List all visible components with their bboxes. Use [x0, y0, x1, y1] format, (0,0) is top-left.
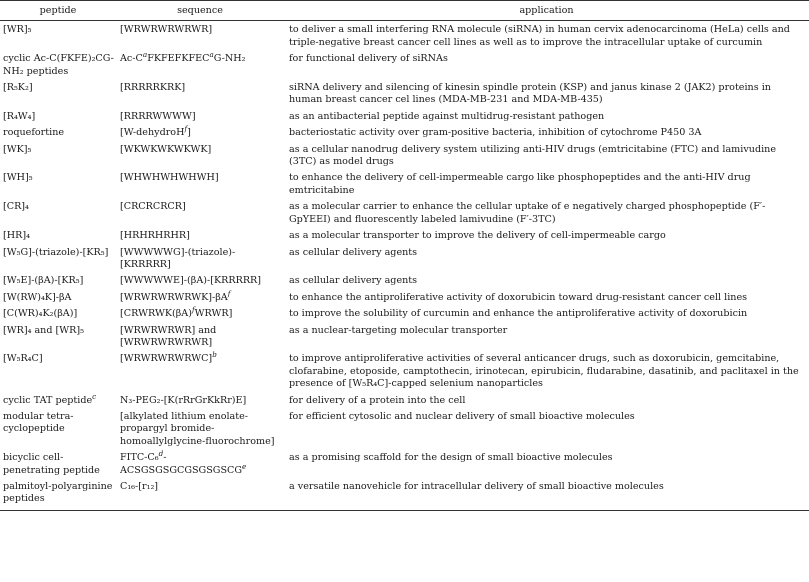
peptide-cell: [WR]₄ and [WR]₅ — [3, 324, 84, 336]
application-cell: for efficient cytosolic and nuclear delivery of small bioactive molecules — [289, 410, 635, 422]
table-row — [0, 411, 809, 452]
table-row — [0, 172, 809, 201]
peptide-cell: palmitoyl-polyarginine peptides — [0, 481, 116, 510]
table-row — [0, 308, 809, 324]
footnote-marker: f — [227, 288, 231, 298]
application-cell: as cellular delivery agents — [289, 275, 418, 287]
application-cell: for delivery of a protein into the cell — [289, 394, 466, 406]
footnote-marker: d — [158, 449, 164, 458]
sequence-cell: [WWWWWG]-(triazole)-[KRRRRR] — [120, 246, 236, 270]
application-cell: as a nuclear-targeting molecular transporter — [289, 324, 508, 336]
application-cell: a versatile nanovehicle for intracellular delivery of small bioactive molecules — [284, 481, 809, 510]
table-row — [0, 353, 809, 394]
footnote-marker: a — [209, 50, 214, 60]
application-cell: to enhance the delivery of cell-impermeable cargo like phosphopeptides and the anti-HIV drug emtricitabine — [289, 172, 751, 196]
peptide-cell: [WR]₅ — [3, 24, 32, 36]
application-cell: for functional delivery of siRNAs — [289, 53, 448, 65]
footnote-marker: c — [92, 391, 97, 401]
application-cell: to deliver a small interfering RNA molecule (siRNA) in human cervix adenocarcinoma (HeLa) cells and triple-negative breast cancer cell lines as well as to improve the intracellular uptake of curcumin — [289, 24, 790, 48]
sequence-cell: $[WRWRWRWRWK]-\beta A^f$ — [120, 288, 231, 303]
application-cell: as an antibacterial peptide against multidrug-resistant pathogen — [289, 110, 605, 122]
table-row — [0, 201, 809, 230]
header-row — [0, 1, 809, 21]
peptide-cell: [WH]₅ — [3, 172, 33, 184]
peptide-cell: roquefortine — [3, 127, 65, 139]
header-peptide: peptide — [0, 1, 116, 21]
peptide-cell: [R₄W₄] — [3, 110, 36, 122]
table-row — [0, 395, 809, 411]
sequence-cell: [WKWKWKWKWK] — [120, 143, 212, 155]
sequence-cell: [WWWWWE]-(βA)-[KRRRRR] — [120, 275, 262, 287]
application-cell: as a molecular carrier to enhance the cellular uptake of e negatively charged phosphopeptide (F′-GpYEEI) and fluorescently labeled lamivudine (F′-3TC) — [289, 201, 766, 225]
sequence-cell: [WRWRWRWRWC]$^b$ — [120, 350, 217, 365]
sequence-cell: [alkylated lithium enolate-propargyl bromide-homoallylglycine-fluorochrome] — [120, 410, 275, 447]
sequence-cell: $[CRWRWK(\beta A)^fWRWR]$ — [120, 304, 233, 320]
application-cell: as cellular delivery agents — [289, 246, 418, 258]
sequence-cell: FITC-C₆$^d$-ACSGSGSGCGSGSGSCG$^e$ — [120, 449, 247, 476]
peptide-cell: [W₅E]-(βA)-[KR₅] — [3, 275, 84, 287]
table-row — [0, 247, 809, 276]
application-cell: as a promising scaffold for the design of small bioactive molecules — [289, 452, 613, 464]
table-row — [0, 144, 809, 173]
peptide-cell: cyclic Ac-C(FKFE)₂CG-NH₂ peptides — [3, 53, 114, 77]
sequence-cell: [WRWRWRWRWR] — [120, 24, 213, 36]
table-row — [0, 325, 809, 354]
sequence-cell: $Ac-C^aFKFEFKFEC^aG$-NH₂ — [120, 50, 246, 65]
peptide-cell: cyclic TAT peptide$^c$ — [3, 391, 97, 406]
table-row — [0, 21, 809, 53]
footnote-marker: a — [142, 50, 148, 60]
table-row — [0, 127, 809, 143]
footnote-marker: e — [242, 461, 247, 471]
table-row — [0, 111, 809, 127]
footnote-marker: f — [184, 124, 188, 134]
table-header — [0, 1, 809, 21]
table-row — [0, 82, 809, 111]
peptide-cell: [R₅K₂] — [3, 82, 33, 94]
sequence-cell: [W-dehydroH$^f$] — [120, 124, 191, 139]
peptide-cell: modular tetra-cyclopeptide — [3, 410, 74, 435]
table-row — [0, 481, 809, 510]
header-sequence: sequence — [116, 1, 284, 21]
table-row — [0, 452, 809, 481]
peptide-cell: [HR]₄ — [3, 230, 30, 242]
peptide-cell: [W(RW)₄K]-βA — [3, 291, 72, 303]
peptide-cell: bicyclic cell-penetrating peptide — [3, 452, 100, 476]
sequence-cell: [RRRRWWWW] — [120, 110, 196, 122]
sequence-cell: C₁₆-[r₁₂] — [116, 481, 284, 510]
application-cell: to improve antiproliferative activities of several anticancer drugs, such as doxorubicin, gemcitabine, clofarabine, etoposide, camptothecin, irinotecan, epirubicin, fludarabine, dasatinib, and paclitaxel in the presence of [W₅R₄C]-capped selenium nanoparticles — [289, 353, 799, 390]
footnote-marker: f — [191, 304, 195, 314]
peptide-cell: [WK]₅ — [3, 143, 32, 155]
application-cell: as a cellular nanodrug delivery system utilizing anti-HIV drugs (emtricitabine (FTC) and lamivudine (3TC) as model drugs — [289, 143, 777, 168]
table-row — [0, 275, 809, 291]
peptide-cell: [W₅R₄C] — [3, 353, 43, 365]
sequence-cell: N₃-PEG₂-[K(rRrGrKkRr)E] — [120, 394, 247, 406]
peptide-cell: [C(WR)₄K₂(βA)] — [3, 308, 78, 320]
application-cell: as a molecular transporter to improve the delivery of cell-impermeable cargo — [289, 230, 666, 242]
application-cell: siRNA delivery and silencing of kinesin spindle protein (KSP) and janus kinase 2 (JAK2) proteins in human breast cancer cel lines (MDA-MB-231 and MDA-MB-435) — [289, 82, 771, 106]
application-cell: bacteriostatic activity over gram-positive bacteria, inhibition of cytochrome P450 3A — [289, 127, 702, 139]
header-application: application — [284, 1, 809, 21]
sequence-cell: [HRHRHRHR] — [120, 230, 190, 242]
sequence-cell: [WRWRWRWR] and [WRWRWRWRWR] — [120, 324, 217, 348]
peptide-cell: [CR]₄ — [3, 201, 29, 213]
footnote-marker: b — [212, 350, 217, 360]
table-body — [0, 21, 809, 510]
application-cell: to enhance the antiproliferative activity of doxorubicin toward drug-resistant cancer cell lines — [289, 291, 748, 303]
sequence-cell: [WHWHWHWHWH] — [120, 172, 219, 184]
table-row — [0, 53, 809, 82]
sequence-cell: [CRCRCRCR] — [120, 201, 186, 213]
sequence-cell: [RRRRRKRK] — [120, 82, 186, 94]
table-row — [0, 292, 809, 308]
application-cell: to improve the solubility of curcumin and enhance the antiproliferative activity of doxorubicin — [289, 308, 748, 320]
peptide-cell: [W₅G]-(triazole)-[KR₅] — [3, 246, 109, 258]
table-row — [0, 230, 809, 246]
